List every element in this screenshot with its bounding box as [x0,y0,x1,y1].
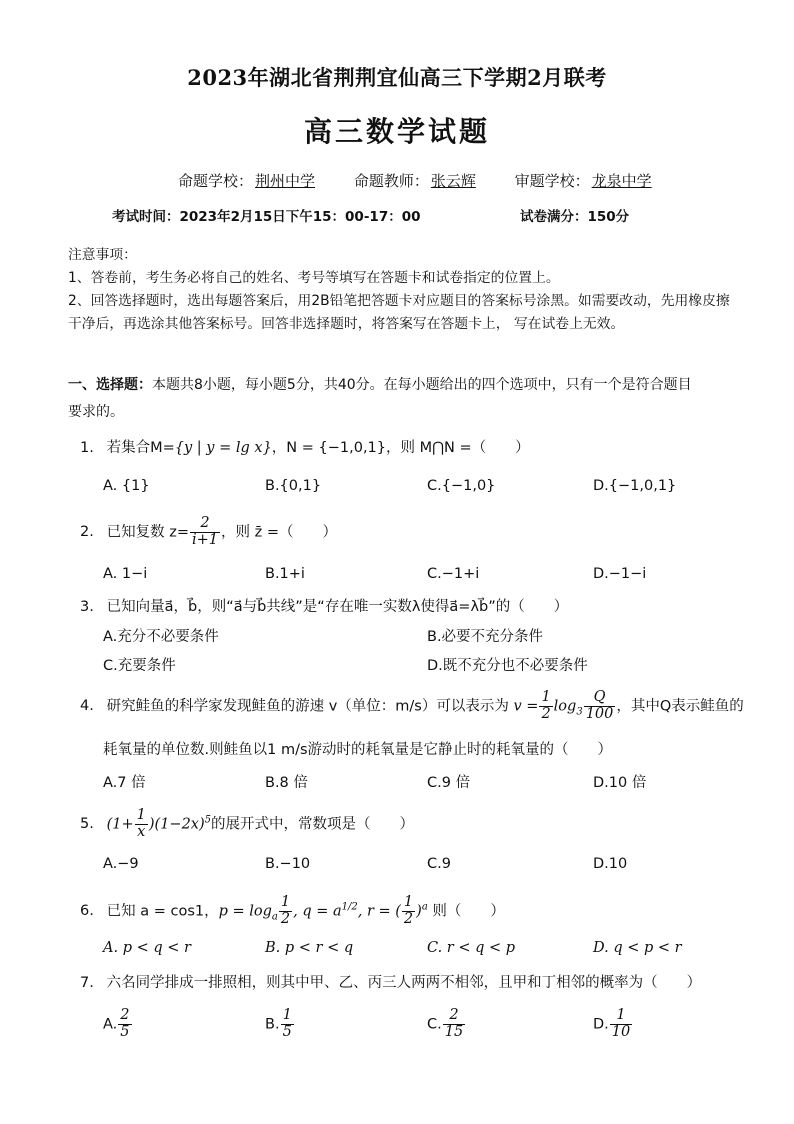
option-d[interactable]: D.10 [593,856,628,872]
q-expression: , q = a [293,903,342,920]
fraction-denominator: x [137,823,146,840]
option-c[interactable]: C.−1+i [427,566,480,582]
question-5 [80,808,770,841]
fraction-numerator: 2 [190,516,220,533]
question-number: 1. [80,440,94,456]
option-d[interactable]: D.10 倍 [593,775,647,791]
proposer-school: 荆州中学 [255,172,316,190]
option-b[interactable]: B.−10 [265,856,311,872]
question-number: 5. [80,816,94,833]
question-number: 6. [80,903,94,920]
option-b[interactable]: B. p < r < q [265,940,354,956]
option-a[interactable]: A. 1−i [103,566,148,582]
option-d[interactable] [593,1008,633,1041]
option-c[interactable]: C.{−1,0} [427,478,496,494]
question-number: 2. [80,524,94,541]
question-number: 3. [80,599,94,615]
section-1-heading: 一、选择题： [68,377,152,393]
fraction [584,690,616,723]
proposer-teacher-label: 命题教师： [353,172,429,190]
fraction-denominator: 5 [282,1023,292,1040]
exponent: 1/2 [341,901,358,913]
r-expression: , r = ( [357,903,401,920]
question-number: 7. [80,975,94,991]
proposer-teacher: 张云辉 [430,172,476,190]
exponent: a [421,901,428,913]
question-6 [80,895,770,928]
option-b[interactable]: B.{0,1} [265,478,322,494]
section-1-desc-cont: 要求的。 [68,404,124,420]
fraction [443,1008,465,1041]
option-d[interactable]: D.{−1,0,1} [593,478,677,494]
question-2 [80,516,770,549]
option-c[interactable]: C.充要条件 [103,658,176,674]
question-stem: 研究鲑鱼的科学家发现鲑鱼的游速 v（单位：m/s）可以表示为 [106,698,509,715]
question-stem-cont: 耗氧量的单位数.则鲑鱼以1 m/s游动时的耗氧量是它静止时的耗氧量的（ ） [103,742,613,758]
fraction-numerator: 1 [541,689,551,705]
log-base: 3 [576,706,583,718]
option-a[interactable]: A.7 倍 [103,775,146,791]
question-3 [80,595,770,616]
question-4-line2 [103,738,793,759]
option-c[interactable] [427,1008,466,1041]
fraction-numerator: 1 [403,894,414,910]
fraction-numerator: 1 [610,1008,632,1025]
option-d[interactable]: D.−1−i [593,566,647,582]
exam-subtitle: 高三数学试题 [303,115,490,148]
fraction [539,690,552,723]
option-a[interactable] [103,1008,133,1041]
option-b[interactable]: B.1+i [265,566,305,582]
velocity-expression: v = [513,698,539,715]
reviewer-school: 龙泉中学 [591,172,652,190]
fraction [281,1008,294,1041]
notes-block [68,244,768,336]
full-score: 试卷满分：150分 [520,209,630,225]
question-stem: 六名同学排成一排照相，则其中甲、乙、丙三人两两不相邻，且甲和丁相邻的概率为（ ） [106,975,702,991]
option-label: D. [593,1016,609,1033]
section-1-header [68,372,768,426]
fraction [279,895,292,928]
question-stem: 已知 a = cos1， [106,903,219,920]
fraction [190,516,220,549]
fraction-numerator: 1 [136,807,146,823]
fraction-denominator: i+1 [191,531,218,548]
p-expression: p = log [218,903,272,920]
fraction-denominator: 2 [403,910,414,927]
fraction-denominator: 15 [444,1023,464,1040]
section-1-desc: 本题共8小题，每小题5分，共40分。在每小题给出的四个选项中，只有一个是符合题目 [152,377,692,393]
question-stem-cont: ，其中Q表示鲑鱼的 [616,698,744,715]
fraction-numerator: 2 [120,1007,130,1023]
set-expression: {y | y = lg x} [174,440,272,456]
note-item: 2、回答选择题时，选出每题答案后，用2B铅笔把答题卡对应题目的答案标号涂黑。如需要改动，先用橡皮擦 [68,293,730,309]
note-item: 干净后，再选涂其他答案标号。回答非选择题时，将答案写在答题卡上， 写在试卷上无效。 [68,316,625,332]
option-c[interactable]: C.9 [427,856,451,872]
option-a[interactable]: A.−9 [103,856,139,872]
fraction-denominator: 100 [585,705,614,722]
notes-heading: 注意事项： [68,247,137,263]
question-stem: 若集合M= [106,440,175,456]
fraction-denominator: 5 [120,1023,130,1040]
option-label: C. [427,1016,442,1033]
exam-time: 考试时间：2023年2月15日下午15：00-17：00 [112,209,421,225]
fraction-numerator: 1 [280,894,291,910]
option-a[interactable]: A.充分不必要条件 [103,629,219,645]
option-d[interactable]: D.既不充分也不必要条件 [427,658,588,674]
option-b[interactable] [265,1008,295,1041]
question-4 [80,690,770,723]
fraction [135,808,148,841]
question-stem: 已知向量a⃗，b⃗，则“a⃗与b⃗共线”是“存在唯一实数λ使得a⃗=λb⃗”的（ ） [106,599,569,615]
option-b[interactable]: B.8 倍 [265,775,308,791]
note-item: 1、答卷前，考生务必将自己的姓名、考号等填写在答题卡和试卷指定的位置上。 [68,270,560,286]
fraction-denominator: 2 [541,705,551,722]
r-expression-close: ) [416,903,422,920]
exam-title: 2023年湖北省荆荆宜仙高三下学期2月联考 [187,65,607,90]
option-a[interactable]: A. p < q < r [103,940,191,956]
exam-meta [178,170,686,191]
fraction [402,895,415,928]
binomial-expression-cont: )(1−2x) [148,816,205,833]
option-label: A. [103,1016,118,1033]
fraction [118,1008,131,1041]
option-a[interactable]: A. {1} [103,478,150,494]
fraction-denominator: 2 [280,910,291,927]
question-number: 4. [80,698,94,715]
question-7 [80,971,770,992]
log-base: a [271,911,278,923]
fraction-denominator: 10 [611,1023,631,1040]
exponent: 5 [204,814,212,826]
fraction [610,1008,632,1041]
option-b[interactable]: B.必要不充分条件 [427,629,544,645]
log-symbol: log [553,698,577,715]
option-d[interactable]: D. q < p < r [593,940,682,956]
option-c[interactable]: C. r < q < p [427,940,516,956]
question-stem-cont: ，则 z̄ =（ ） [221,524,337,541]
reviewer-school-label: 审题学校： [514,172,590,190]
question-stem-cont: ，N = {−1,0,1}，则 M⋂N =（ ） [271,440,530,456]
fraction-numerator: Q [584,690,616,707]
question-stem-cont: 的展开式中，常数项是（ ） [211,816,415,833]
question-stem-cont: 则（ ） [427,903,505,920]
fraction-numerator: 1 [282,1007,292,1023]
binomial-expression: (1+ [106,816,134,833]
option-label: B. [265,1016,280,1033]
proposer-school-label: 命题学校： [178,172,254,190]
option-c[interactable]: C.9 倍 [427,775,471,791]
fraction-numerator: 2 [443,1008,465,1025]
question-1 [80,436,770,457]
question-stem: 已知复数 z= [106,524,189,541]
